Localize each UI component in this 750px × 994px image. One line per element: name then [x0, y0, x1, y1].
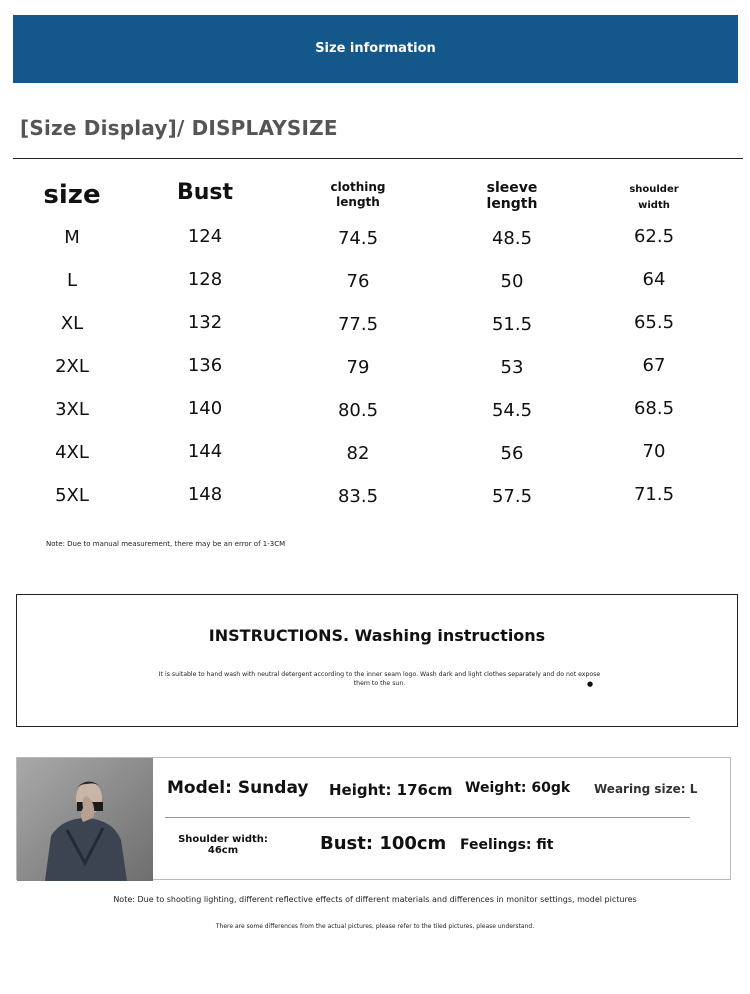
cell-shoulder-width: 65.5: [633, 312, 675, 333]
model-height: Height: 176cm: [329, 781, 453, 799]
header-size: size: [43, 180, 101, 210]
model-shoulder-width: [167, 834, 279, 856]
bullet-mark: ●: [587, 680, 594, 688]
model-info-divider: [165, 817, 690, 818]
cell-size: L: [66, 270, 78, 291]
title-divider: [13, 158, 743, 159]
cell-clothing-length: 82: [346, 443, 370, 464]
header-shoulder-line2: width: [638, 200, 670, 211]
header-clothing-line2: length: [336, 195, 380, 209]
cell-sleeve-length: 51.5: [491, 314, 533, 335]
cell-shoulder-width: 68.5: [633, 398, 675, 419]
model-bust: Bust: 100cm: [320, 833, 447, 854]
header-bust: Bust: [176, 180, 234, 205]
cell-sleeve-length: 57.5: [491, 486, 533, 507]
header-sleeve-line2: length: [486, 196, 538, 212]
cell-sleeve-length: 53: [500, 357, 524, 378]
cell-shoulder-width: 64: [642, 269, 666, 290]
cell-clothing-length: 79: [346, 357, 370, 378]
model-name: Model: Sunday: [167, 778, 309, 798]
cell-shoulder-width: 62.5: [633, 226, 675, 247]
cell-bust: 148: [187, 484, 223, 505]
cell-clothing-length: 76: [346, 271, 370, 292]
cell-sleeve-length: 56: [500, 443, 524, 464]
cell-clothing-length: 80.5: [337, 400, 379, 421]
cell-size: XL: [60, 313, 84, 334]
header-sleeve-line1: sleeve: [486, 180, 538, 196]
cell-sleeve-length: 54.5: [491, 400, 533, 421]
instructions-text: It is suitable to hand wash with neutral detergent according to the inner seam logo. Wash dark and light clothes separately and do not expose them to the sun.: [158, 671, 601, 687]
cell-size: M: [64, 227, 80, 248]
cell-clothing-length: 77.5: [337, 314, 379, 335]
shooting-note-line1: Note: Due to shooting lighting, different reflective effects of different materials and differences in monitor settings, model pictures: [113, 895, 637, 904]
model-feelings: Feelings: fit: [460, 837, 554, 853]
size-information-banner: [13, 15, 738, 83]
instructions-title: INSTRUCTIONS. Washing instructions: [208, 626, 546, 645]
cell-clothing-length: 83.5: [337, 486, 379, 507]
cell-size: 4XL: [55, 442, 89, 463]
section-title: [Size Display]/ DISPLAYSIZE: [20, 116, 338, 140]
cell-bust: 140: [187, 398, 223, 419]
cell-size: 2XL: [55, 356, 89, 377]
cell-bust: 128: [187, 269, 223, 290]
cell-shoulder-width: 67: [642, 355, 666, 376]
header-clothing-line1: clothing: [330, 180, 386, 194]
model-weight: Weight: 60gk: [465, 780, 571, 796]
cell-bust: 144: [187, 441, 223, 462]
cell-shoulder-width: 70: [642, 441, 666, 462]
measurement-note: Note: Due to manual measurement, there may be an error of 1-3CM: [46, 540, 286, 548]
cell-bust: 136: [187, 355, 223, 376]
shooting-note-line2: There are some differences from the actual pictures, please refer to the tiled pictures, please understand.: [215, 923, 535, 930]
model-shoulder-line1: Shoulder width:: [178, 834, 268, 845]
cell-clothing-length: 74.5: [337, 228, 379, 249]
header-clothing-length: [298, 180, 418, 210]
cell-size: 3XL: [55, 399, 89, 420]
model-photo: [17, 758, 153, 881]
model-photo-illustration: [17, 758, 153, 881]
instructions-box: [16, 594, 738, 727]
cell-size: 5XL: [55, 485, 89, 506]
cell-sleeve-length: 50: [500, 271, 524, 292]
header-sleeve-length: [452, 180, 572, 212]
header-shoulder-line1: shoulder: [629, 184, 679, 195]
cell-sleeve-length: 48.5: [491, 228, 533, 249]
cell-bust: 124: [187, 226, 223, 247]
cell-shoulder-width: 71.5: [633, 484, 675, 505]
banner-title: Size information: [315, 41, 436, 56]
model-info-box: [16, 757, 731, 880]
cell-bust: 132: [187, 312, 223, 333]
model-wearing-size: Wearing size: L: [594, 782, 698, 796]
model-shoulder-line2: 46cm: [207, 845, 239, 856]
header-shoulder-width: [594, 182, 714, 214]
